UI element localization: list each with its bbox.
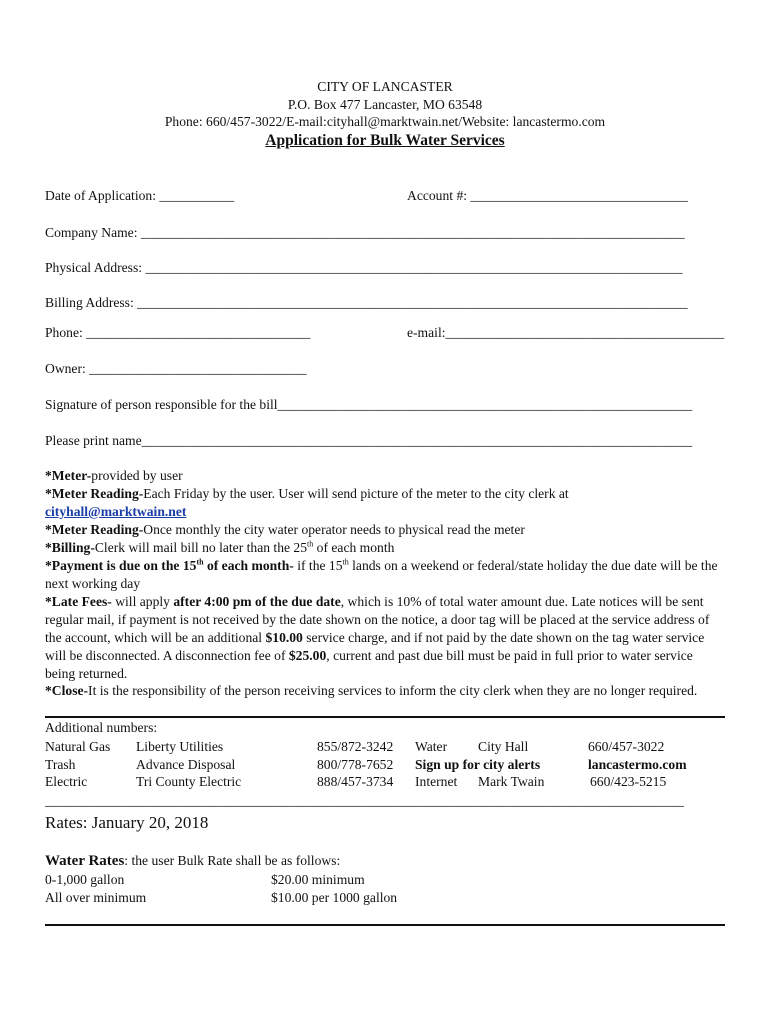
billing-sup: th (307, 539, 314, 549)
rate-row-1-range: 0-1,000 gallon (45, 872, 125, 887)
email-field[interactable]: e-mail:_________________________________________ (407, 325, 725, 340)
additional-underline: ______________________________________________________________________________________________ (45, 793, 684, 808)
city-name: CITY OF LANCASTER (317, 79, 453, 94)
rate-row-1-price: $20.00 minimum (271, 872, 365, 887)
rate-row-2-price: $10.00 per 1000 gallon (271, 890, 398, 905)
late-text-d: , current and past due bill must be paid in full prior to water service being returned. (45, 648, 693, 681)
late-bold-time: after 4:00 pm of the due date (173, 594, 341, 609)
additional-row-2-provider: Advance Disposal (136, 757, 236, 772)
terms-late-fees (45, 593, 725, 683)
close-label: *Close- (45, 683, 89, 698)
date-of-application-field[interactable]: Date of Application: ___________ (45, 188, 235, 203)
late-bold-disconnect-fee: $25.00 (288, 648, 327, 663)
terms-meter-reading-weekly (45, 485, 725, 521)
additional-row-1-provider2: City Hall (478, 739, 529, 754)
city-address: P.O. Box 477 Lancaster, MO 63548 (287, 97, 483, 112)
payment-text: if the 15 (293, 558, 343, 573)
physical-address-field[interactable]: Physical Address: _______________________________________________________________________________ (45, 260, 683, 275)
rates-heading: Rates: January 20, 2018 (45, 813, 209, 832)
section-divider (45, 716, 725, 718)
meter-reading-monthly-text: Once monthly the city water operator needs to physical read the meter (143, 522, 525, 537)
payment-text-end: lands on a weekend or federal/state holiday the due date will be the next working day (45, 558, 718, 591)
additional-row-1-number: 855/872-3242 (317, 739, 394, 754)
late-bold-door-tag-fee: $10.00 (265, 630, 303, 645)
phone-field[interactable]: Phone: _________________________________ (45, 325, 311, 340)
additional-row-2-type: Trash (45, 757, 76, 772)
additional-row-1-type2: Water (415, 739, 448, 754)
terms-billing (45, 539, 725, 557)
late-text-b: , which is 10% of total water amount due. Late notices will be sent regular mail, if payment is not received by the date shown on the notice, a door tag will be placed at the service address of the account, which will be an additional (45, 594, 710, 645)
water-rates-text: : the user Bulk Rate shall be as follows: (124, 853, 341, 868)
payment-sup: th (196, 557, 204, 567)
payment-label: *Payment is due on the 15 (45, 558, 197, 573)
terms-payment (45, 557, 725, 593)
city-alerts-signup: Sign up for city alerts (415, 757, 541, 772)
additional-row-3-number2: 660/423-5215 (590, 774, 667, 789)
additional-row-3-type2: Internet (415, 774, 458, 789)
document-title: Application for Bulk Water Services (265, 132, 505, 149)
late-text-a: will apply (111, 594, 174, 609)
meter-reading-label: *Meter Reading- (45, 486, 144, 501)
owner-field[interactable]: Owner: ________________________________ (45, 361, 307, 376)
water-rates-label: Water Rates (45, 853, 125, 869)
additional-row-3-number: 888/457-3734 (317, 774, 394, 789)
signature-field[interactable]: Signature of person responsible for the bill_____________________________________________________________ (45, 397, 693, 412)
rate-row-2-range: All over minimum (45, 890, 147, 905)
late-text-c: service charge, and if not paid by the date shown on the tag water service will be disconnected. A disconnection fee of (45, 630, 705, 663)
billing-text: Clerk will mail bill no later than the 25 (94, 540, 308, 555)
close-text: It is the responsibility of the person receiving services to inform the city clerk when they are no longer required. (88, 683, 698, 698)
city-contact: Phone: 660/457-3022/E-mail:cityhall@marktwain.net/Website: lancastermo.com (164, 114, 606, 129)
additional-row-3-provider2: Mark Twain (478, 774, 545, 789)
additional-row-2-number: 800/778-7652 (317, 757, 394, 772)
additional-row-3-provider: Tri County Electric (136, 774, 242, 789)
print-name-field[interactable]: Please print name_________________________________________________________________________________ (45, 433, 693, 448)
terms-meter (45, 467, 725, 485)
late-fees-label: *Late Fees- (45, 594, 112, 609)
billing-address-field[interactable]: Billing Address: _________________________________________________________________________________ (45, 295, 688, 310)
meter-reading-monthly-label: *Meter Reading- (45, 522, 144, 537)
billing-text-end: of each month (313, 540, 395, 555)
meter-text: provided by user (91, 468, 183, 483)
bottom-divider (45, 924, 725, 926)
additional-numbers-heading: Additional numbers: (45, 720, 158, 735)
city-website: lancastermo.com (588, 757, 687, 772)
terms-close (45, 682, 725, 700)
cityhall-email-link[interactable]: cityhall@marktwain.net (45, 504, 187, 519)
terms-meter-reading-monthly (45, 521, 725, 539)
additional-row-1-number2: 660/457-3022 (588, 739, 665, 754)
payment-label-end: of each month- (203, 558, 294, 573)
meter-label: *Meter- (45, 468, 92, 483)
billing-label: *Billing- (45, 540, 95, 555)
additional-row-1-provider: Liberty Utilities (136, 739, 224, 754)
account-number-field[interactable]: Account #: ________________________________ (407, 188, 688, 203)
payment-sup-2: th (342, 557, 349, 567)
company-name-field[interactable]: Company Name: ________________________________________________________________________________ (45, 225, 685, 240)
additional-row-1-type: Natural Gas (45, 739, 111, 754)
additional-row-3-type: Electric (45, 774, 88, 789)
water-rates-intro (45, 853, 340, 870)
meter-reading-text: Each Friday by the user. User will send picture of the meter to the city clerk at (143, 486, 569, 501)
